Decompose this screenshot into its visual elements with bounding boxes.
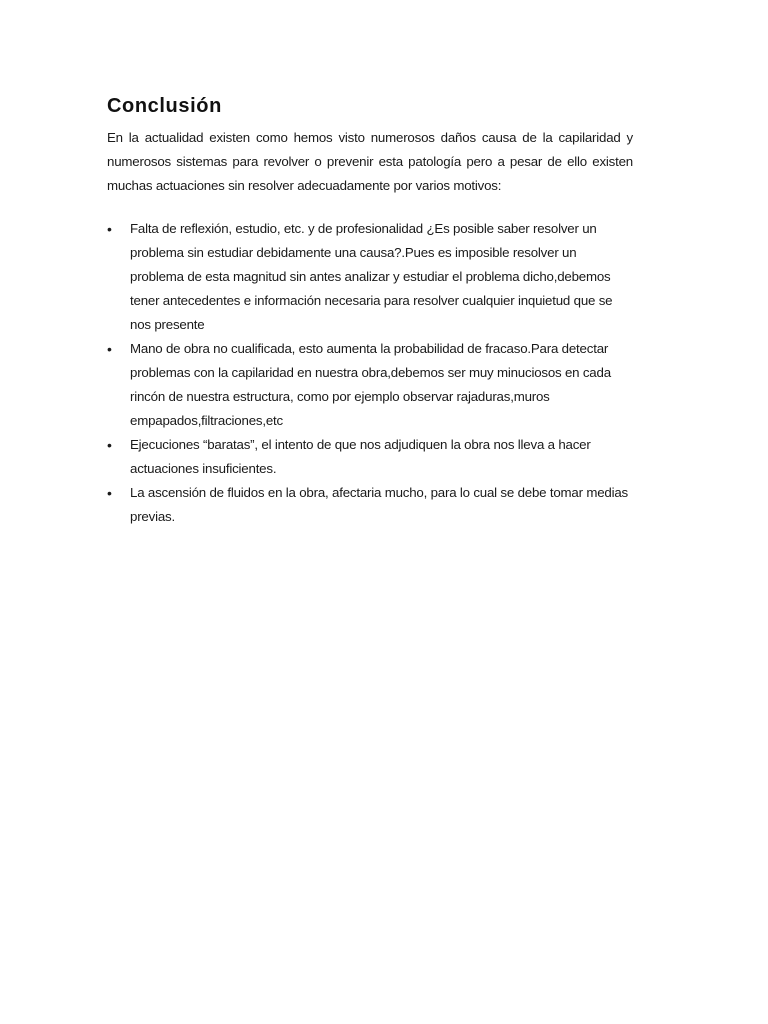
list-item: [107, 217, 633, 337]
list-item-text: Mano de obra no cualificada, esto aumenta la probabilidad de fracaso.Para detectar problemas con la capilaridad en nuestra obra,debemos ser muy minuciosos en cada rincón de nuestra estructura, como por ejemplo observar rajaduras,muros empapados,filtraciones,etc: [130, 341, 611, 428]
bullet-icon: •: [107, 437, 112, 453]
list-item: [107, 433, 633, 481]
bullet-icon: •: [107, 341, 112, 357]
bullet-icon: •: [107, 485, 112, 501]
list-item-text: Ejecuciones “baratas”, el intento de que nos adjudiquen la obra nos lleva a hacer actuaciones insuficientes.: [130, 437, 591, 476]
page-title: Conclusión: [107, 95, 222, 117]
intro-paragraph: En la actualidad existen como hemos visto numerosos daños causa de la capilaridad y numerosos sistemas para revolver o prevenir esta patología pero a pesar de ello existen muchas actuaciones sin resolver adecuadamente por varios motivos:: [107, 130, 633, 193]
list-item-text: Falta de reflexión, estudio, etc. y de profesionalidad ¿Es posible saber resolver un problema sin estudiar debidamente una causa?.Pues es imposible resolver un problema de esta magnitud sin antes analizar y estudiar el problema dicho,debemos tener antecedentes e información necesaria para resolver cualquier inquietud que se nos presente: [130, 221, 613, 332]
list-item-text: La ascensión de fluidos en la obra, afectaria mucho, para lo cual se debe tomar medias previas.: [130, 485, 628, 524]
bullet-icon: •: [107, 221, 112, 237]
bullet-list: [107, 217, 633, 529]
list-item: [107, 481, 633, 529]
document-content: [107, 92, 633, 529]
list-item: [107, 337, 633, 433]
